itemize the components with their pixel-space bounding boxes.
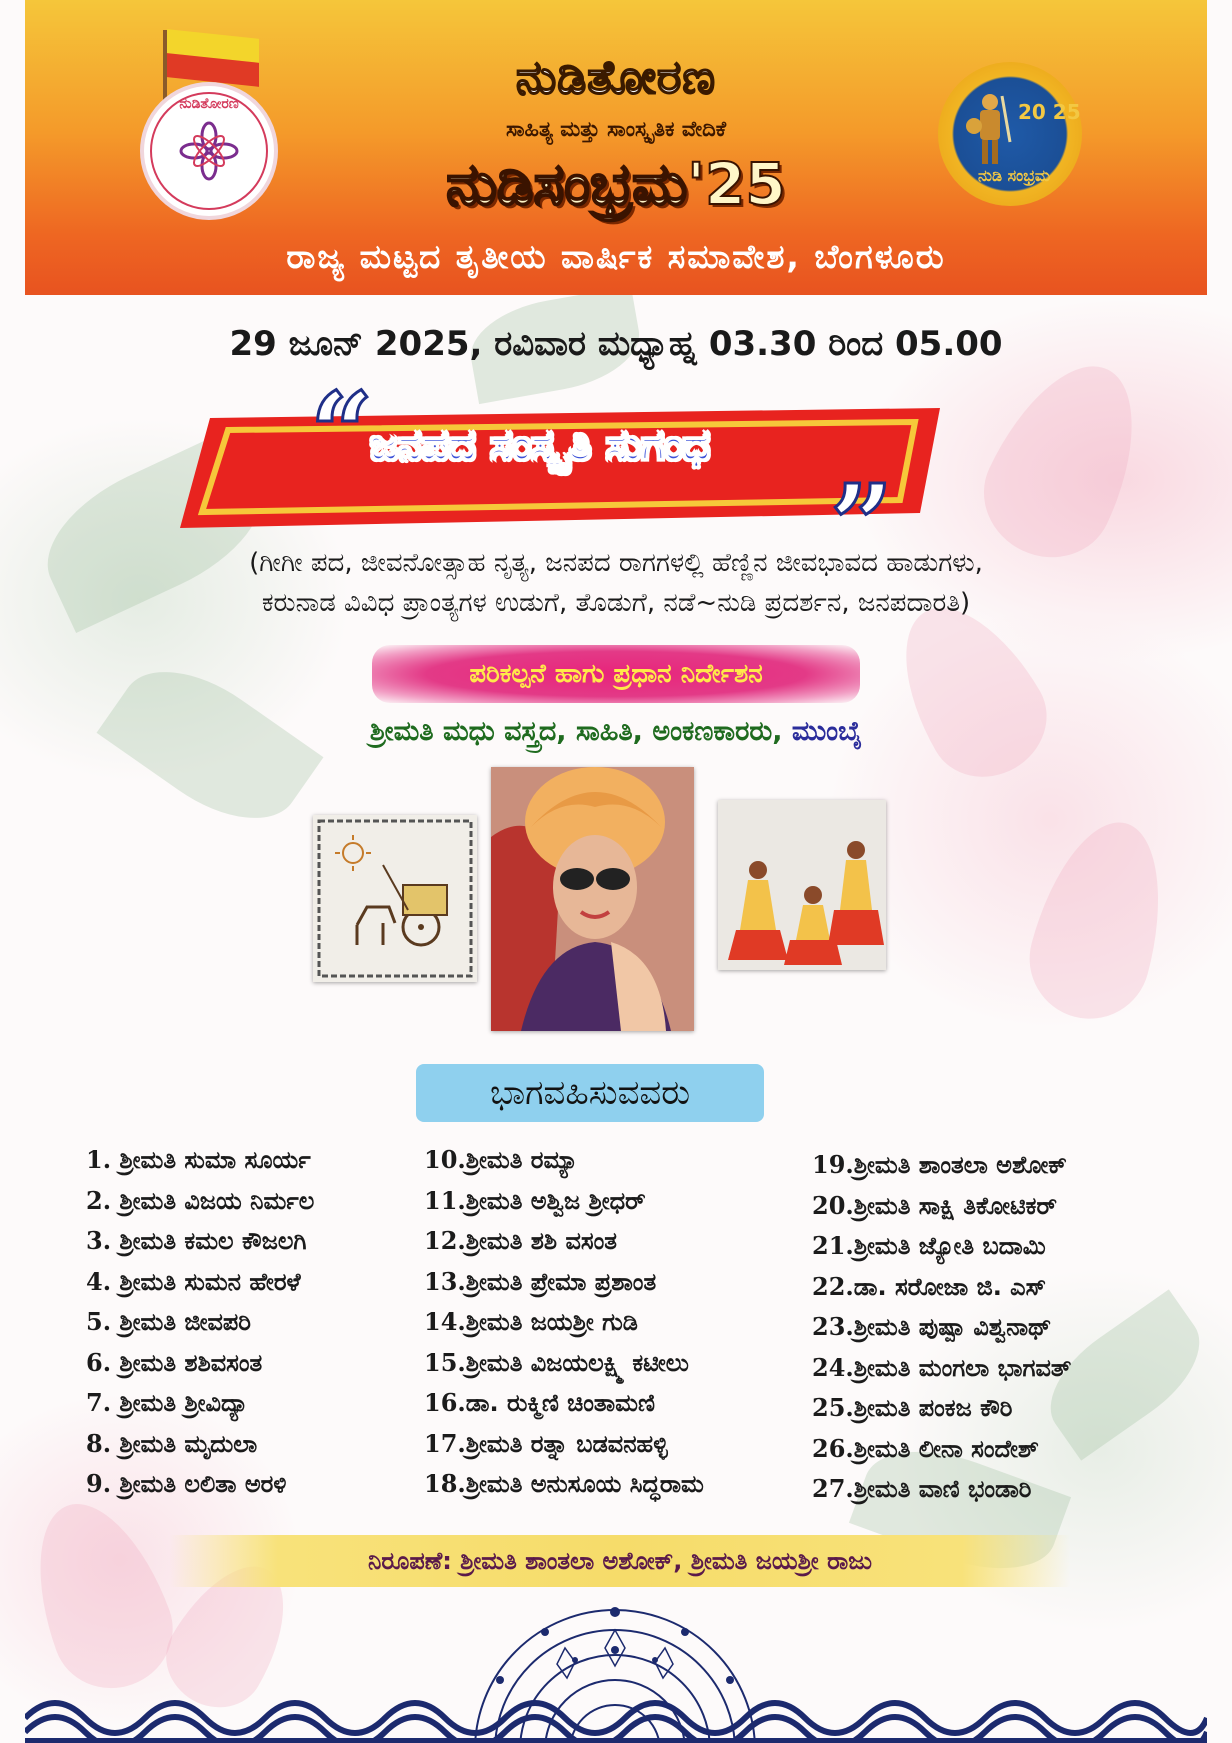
list-item: 4. ಶ್ರೀಮತಿ ಸುಮನ ಹೇರಳೆ (86, 1266, 301, 1296)
logo-caption: ನುಡಿ ಸಂಭ್ರಮ (978, 166, 1051, 185)
concept-direction-label: ಪರಿಕಲ್ಪನೆ ಹಾಗು ಪ್ರಧಾನ ನಿರ್ದೇಶನ (372, 645, 860, 703)
program-title: ಜನಪದ ಸಂಸ್ಕೃತಿ ಸುಗಂಧ (370, 420, 710, 469)
list-item: 1. ಶ್ರೀಮತಿ ಸುಮಾ ಸೂರ್ಯ (86, 1145, 311, 1174)
list-item: 25.ಶ್ರೀಮತಿ ಪಂಕಜ ಕೌರಿ (812, 1393, 1013, 1422)
list-item: 11.ಶ್ರೀಮತಿ ಅಶ್ವಿಜ ಶ್ರೀಧರ್ (424, 1185, 646, 1215)
list-item: 17.ಶ್ರೀಮತಿ ರತ್ನಾ ಬಡವನಹಳ್ಳಿ (424, 1428, 668, 1458)
event-logo (938, 62, 1082, 206)
logo-year: 20 25 (1018, 100, 1081, 124)
list-item: 15.ಶ್ರೀಮತಿ ವಿಜಯಲಕ್ಷ್ಮಿ ಕಟೀಲು (424, 1347, 689, 1377)
participants-heading: ಭಾಗವಹಿಸುವವರು (416, 1064, 764, 1122)
petal-decoration (1016, 808, 1184, 1032)
list-item: 14.ಶ್ರೀಮತಿ ಜಯಶ್ರೀ ಗುಡಿ (424, 1307, 638, 1336)
list-item: 22.ಡಾ. ಸರೋಜಾ ಜಿ. ಎಸ್ (812, 1271, 1047, 1301)
list-item: 16.ಡಾ. ರುಕ್ಮಿಣಿ ಚಿಂತಾಮಣಿ (424, 1388, 655, 1417)
director-portrait-photo (491, 767, 694, 1031)
list-item: 23.ಶ್ರೀಮತಿ ಪುಷ್ಪಾ ವಿಶ್ವನಾಥ್ (812, 1312, 1052, 1341)
list-item: 13.ಶ್ರೀಮತಿ ಪ್ರೇಮಾ ಪ್ರಶಾಂತ (424, 1266, 657, 1296)
list-item: 7. ಶ್ರೀಮತಿ ಶ್ರೀವಿದ್ಯಾ (86, 1388, 249, 1417)
event-subtitle: ರಾಜ್ಯ ಮಟ್ಟದ ತೃತೀಯ ವಾರ್ಷಿಕ ಸಮಾವೇಶ, ಬೆಂಗಳೂರು (286, 237, 946, 276)
director-line (0, 716, 1232, 748)
director-city: ಮುಂಬೈ (791, 716, 863, 747)
program-description-2: ಕರುನಾಡ ವಿವಿಧ ಪ್ರಾಂತ್ಯಗಳ ಉಡುಗೆ, ತೊಡುಗೆ, ನಡೆ~ನುಡಿ ಪ್ರದರ್ಶನ, ಜನಪದಾರತಿ) (261, 588, 971, 618)
close-quote-icon: ” (830, 460, 894, 589)
program-description-1: (ಗೀಗೀ ಪದ, ಜೀವನೋತ್ಸಾಹ ನೃತ್ಯ, ಜನಪದ ರಾಗಗಳಲ್ಲಿ ಹೆಣ್ಣಿನ ಜೀವಭಾವದ ಹಾಡುಗಳು, (249, 548, 983, 578)
warrior-icon (966, 92, 1014, 168)
list-item: 5. ಶ್ರೀಮತಿ ಜೀವಪರಿ (86, 1307, 251, 1336)
list-item: 20.ಶ್ರೀಮತಿ ಸಾಕ್ಷಿ ತಿಕೋಟಿಕರ್ (812, 1190, 1057, 1220)
petal-decoration (964, 342, 1166, 578)
list-item: 3. ಶ್ರೀಮತಿ ಕಮಲ ಕೌಜಲಗಿ (86, 1226, 307, 1255)
folk-dancers-image (718, 800, 886, 970)
participants-column-2 (424, 1140, 704, 1505)
org-logo (140, 82, 278, 220)
wave-border (25, 1688, 1207, 1743)
list-item: 21.ಶ್ರೀಮತಿ ಜ್ಯೋತಿ ಬದಾಮಿ (812, 1231, 1046, 1260)
list-item: 27.ಶ್ರೀಮತಿ ವಾಣಿ ಭಂಡಾರಿ (812, 1474, 1032, 1503)
participants-column-1 (86, 1140, 314, 1505)
org-subtitle: ಸಾಹಿತ್ಯ ಮತ್ತು ಸಾಂಸ್ಕೃತಿಕ ವೇದಿಕೆ (505, 117, 727, 141)
event-name: ನುಡಿಸಂಭ್ರಮ'25 (446, 150, 786, 218)
org-name: ನುಡಿತೋರಣ (516, 50, 716, 104)
director-name: ಶ್ರೀಮತಿ ಮಧು ವಸ್ತ್ರದ, ಸಾಹಿತಿ, ಅಂಕಣಕಾರರು, (369, 716, 783, 747)
logo-text: ನುಡಿತೋರಣ (179, 96, 239, 112)
list-item: 24.ಶ್ರೀಮತಿ ಮಂಗಲಾ ಭಾಗವತ್ (812, 1352, 1072, 1382)
compere-line: ನಿರೂಪಣೆ: ಶ್ರೀಮತಿ ಶಾಂತಲಾ ಅಶೋಕ್, ಶ್ರೀಮತಿ ಜಯಶ್ರೀ ರಾಜು (170, 1535, 1070, 1587)
petal-decoration (11, 1485, 189, 1705)
list-item: 2. ಶ್ರೀಮತಿ ವಿಜಯ ನಿರ್ಮಲ (86, 1185, 315, 1215)
list-item: 9. ಶ್ರೀಮತಿ ಲಲಿತಾ ಅರಳಿ (86, 1469, 287, 1498)
folk-art-bullock-cart-image (313, 815, 477, 982)
list-item: 19.ಶ್ರೀಮತಿ ಶಾಂತಲಾ ಅಶೋಕ್ (812, 1150, 1067, 1179)
list-item: 18.ಶ್ರೀಮತಿ ಅನುಸೂಯ ಸಿದ್ಧರಾಮ (424, 1469, 704, 1498)
participants-column-3 (812, 1145, 1071, 1510)
list-item: 26.ಶ್ರೀಮತಿ ಲೀನಾ ಸಂದೇಶ್ (812, 1433, 1039, 1463)
list-item: 6. ಶ್ರೀಮತಿ ಶಶಿವಸಂತ (86, 1347, 263, 1377)
event-date-time: 29 ಜೂನ್ 2025, ರವಿವಾರ ಮಧ್ಯಾಹ್ನ 03.30 ರಿಂದ 05.00 (229, 324, 1003, 364)
list-item: 10.ಶ್ರೀಮತಿ ರಮ್ಯಾ (424, 1145, 579, 1174)
open-quote-icon: “ (310, 368, 374, 497)
list-item: 8. ಶ್ರೀಮತಿ ಮೃದುಲಾ (86, 1428, 258, 1458)
list-item: 12.ಶ್ರೀಮತಿ ಶಶಿ ವಸಂತ (424, 1226, 617, 1255)
